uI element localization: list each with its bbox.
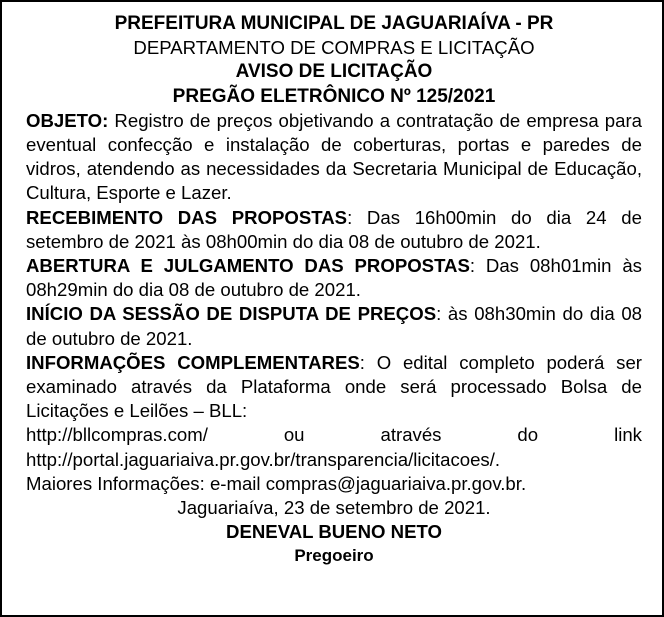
abertura-label: ABERTURA E JULGAMENTO DAS PROPOSTAS <box>26 255 470 277</box>
section-abertura <box>26 254 642 302</box>
header-departamento: DEPARTAMENTO DE COMPRAS E LICITAÇÃO <box>133 37 535 59</box>
section-recebimento <box>26 206 642 254</box>
objeto-text: Registro de preços objetivando a contratação de empresa para eventual confecção e instalação de coberturas, portas e paredes de vidros, atendendo as necessidades da Secretaria Municipal de Educação, Cultura, Esporte e Lazer. <box>26 109 642 204</box>
informacoes-link-line <box>26 423 642 447</box>
header-prefeitura: PREFEITURA MUNICIPAL DE JAGUARIAÍVA - PR <box>114 13 554 34</box>
local-data: Jaguariaíva, 23 de setembro de 2021. <box>177 497 491 519</box>
recebimento-text: : Das 16h00min do dia 24 de setembro de 2021 às 08h00min do dia 08 de outubro de 2021. <box>26 206 642 252</box>
section-inicio <box>26 302 642 350</box>
portal-link-line <box>26 448 642 472</box>
recebimento-label: RECEBIMENTO DAS PROPOSTAS <box>26 206 348 228</box>
section-informacoes <box>26 351 642 424</box>
signature-name: DENEVAL BUENO NETO <box>226 521 442 543</box>
inicio-text: : às 08h30min do dia 08 de outubro de 2021. <box>26 303 642 349</box>
section-objeto <box>26 109 642 206</box>
informacoes-link-mid: ou através do link <box>283 424 642 446</box>
informacoes-label: INFORMAÇÕES COMPLEMENTARES <box>26 351 360 373</box>
abertura-text: : Das 08h01min às 08h29min do dia 08 de outubro de 2021. <box>26 255 642 301</box>
informacoes-text: : O edital completo poderá ser examinado através da Plataforma onde será processado Bolsa de Licitações e Leilões – BLL: <box>26 351 642 422</box>
signature-role: Pregoeiro <box>294 546 374 566</box>
portal-link[interactable]: http://portal.jaguariaiva.pr.gov.br/transparencia/licitacoes/. <box>26 448 501 470</box>
inicio-label: INÍCIO DA SESSÃO DE DISPUTA DE PREÇOS <box>26 303 437 325</box>
bll-link[interactable]: http://bllcompras.com/ <box>26 424 208 446</box>
header-aviso: AVISO DE LICITAÇÃO <box>235 61 433 83</box>
maiores-informacoes: Maiores Informações: e-mail compras@jaguariaiva.pr.gov.br. <box>26 472 527 494</box>
objeto-label: OBJETO: <box>26 109 109 131</box>
header-pregao: PREGÃO ELETRÔNICO Nº 125/2021 <box>172 85 496 107</box>
